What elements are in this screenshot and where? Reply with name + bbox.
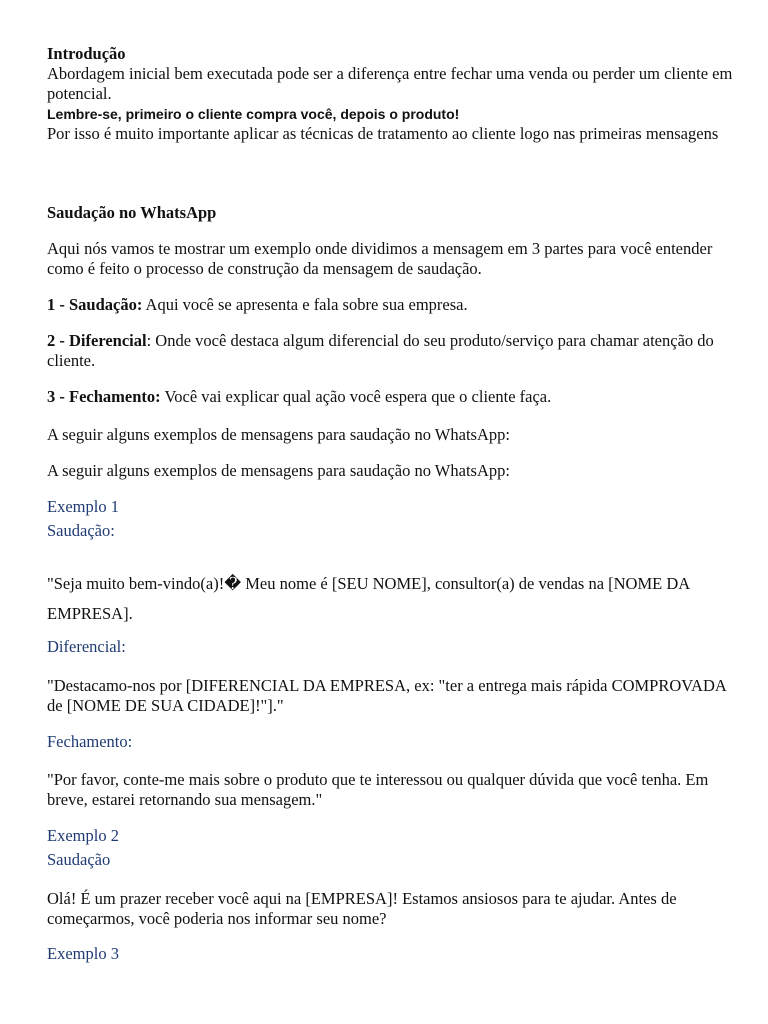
step-2: [47, 331, 737, 371]
step-2-text: : Onde você destaca algum diferencial do seu produto/serviço para chamar atenção do cliente.: [47, 331, 714, 370]
step-3-label: 3 - Fechamento:: [47, 387, 161, 406]
example2-greeting-heading: Saudação: [47, 850, 111, 869]
step-3-text: Você vai explicar qual ação você espera que o cliente faça.: [160, 387, 552, 406]
example2-title: Exemplo 2: [47, 826, 119, 845]
step-1: [47, 295, 737, 315]
example1-title: Exemplo 1: [47, 497, 119, 516]
step-2-label: 2 - Diferencial: [47, 331, 147, 350]
section-description: Aqui nós vamos te mostrar um exemplo onde dividimos a mensagem em 3 partes para você entender como é feito o processo de construção da mensagem de saudação.: [47, 239, 713, 278]
section-title: Saudação no WhatsApp: [47, 203, 217, 222]
intro-reminder: Lembre-se, primeiro o cliente compra você, depois o produto!: [47, 106, 460, 122]
step-1-label: 1 - Saudação:: [47, 295, 143, 314]
step-3: [47, 387, 737, 407]
example1-differential-heading: Diferencial:: [47, 637, 126, 656]
intro-title: Introdução: [47, 44, 126, 63]
step-1-text: Aqui você se apresenta e fala sobre sua empresa.: [142, 295, 468, 314]
examples-intro-2: A seguir alguns exemplos de mensagens para saudação no WhatsApp:: [47, 461, 510, 480]
intro-paragraph: Abordagem inicial bem executada pode ser a diferença entre fechar uma venda ou perder um cliente em potencial.: [47, 64, 733, 103]
example2-greeting-text: Olá! É um prazer receber você aqui na [EMPRESA]! Estamos ansiosos para te ajudar. Antes de começarmos, você poderia nos informar seu nome?: [47, 889, 677, 928]
intro-followup: Por isso é muito importante aplicar as técnicas de tratamento ao cliente logo nas primeiras mensagens: [47, 124, 719, 143]
example1-greeting-heading: Saudação:: [47, 521, 115, 540]
example1-closing-text: "Por favor, conte-me mais sobre o produto que te interessou ou qualquer dúvida que você tenha. Em breve, estarei retornando sua mensagem.": [47, 770, 709, 809]
example3-title: Exemplo 3: [47, 944, 119, 963]
example1-greeting-text: "Seja muito bem-vindo(a)!� Meu nome é [SEU NOME], consultor(a) de vendas na [NOME DA EMPRESA].: [47, 574, 690, 623]
example1-closing-heading: Fechamento:: [47, 732, 133, 751]
examples-intro-1: A seguir alguns exemplos de mensagens para saudação no WhatsApp:: [47, 425, 510, 444]
example1-differential-text: "Destacamo-nos por [DIFERENCIAL DA EMPRESA, ex: "ter a entrega mais rápida COMPROVADA de [NOME DE SUA CIDADE]!"].": [47, 676, 726, 715]
